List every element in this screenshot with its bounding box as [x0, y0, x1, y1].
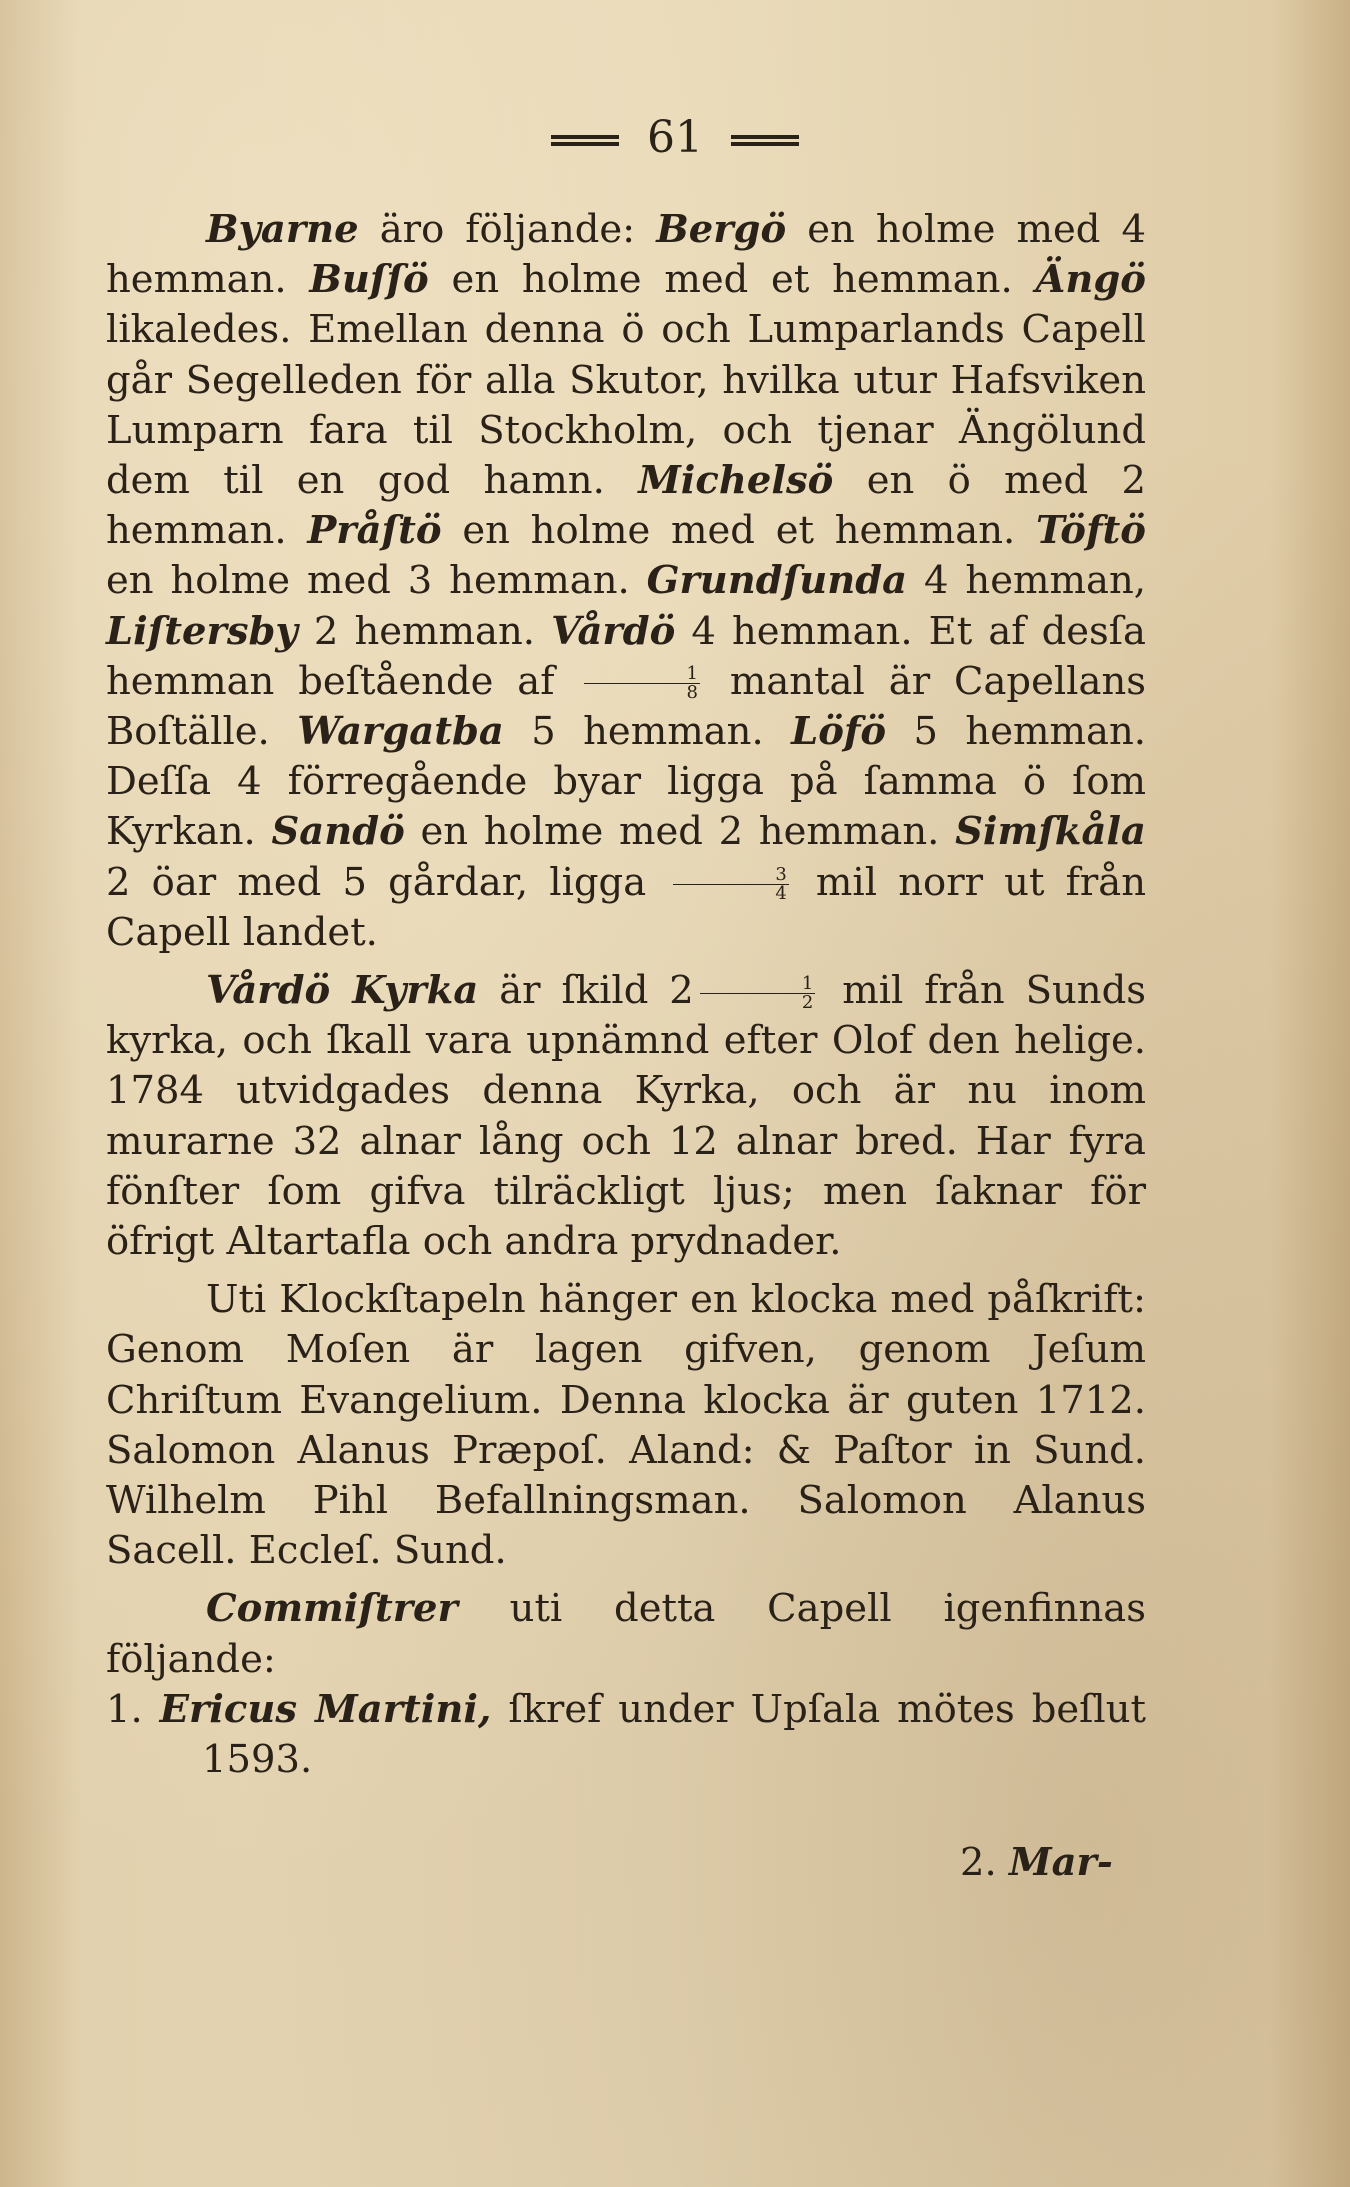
paragraph-church: Vårdö Kyrka är ſkild 2 $\frac{1}{2}$ mil från Sunds kyrka, och ſkall vara upnämnd efter Olof den helige. 1784 utvidgades denna Kyrka, och är nu inom murarne 32 alnar lång och 12 alnar bred. Har fyra fönſter ſom gifva tilräckligt ljus; men ſaknar för öfrigt Altartafla och andra prydnader. [106, 968, 1146, 1265]
list-item-1: 1. Ericus Martini, ſkref under Upſala mötes beſlut 1593. [106, 1686, 1146, 1783]
paragraph-commisters: Commiſtrer uti detta Capell igenfinnas följande: [106, 1586, 1146, 1682]
page-number: 61 [647, 112, 703, 163]
paragraph-villages: Byarne äro följande: Bergö en holme med 4 hemman. Buſſö en holme med et hemman. Ängö likaledes. Emellan denna ö och Lumparlands Capell går Segelleden för alla Skutor, hvilka utur Hafsviken Lumparn fara til Stockholm, och tjenar Ängölund dem til en god hamn. Michelsö en ö med 2 hemman. Pråſtö en holme med et hemman. Töftö en holme med 3 hemman. Grundſunda 4 hemman, Liſtersby 2 hemman. Vårdö 4 hemman. Et af desſa hemman beſtående af $\frac{1}{8}$ mantal är Capellans Boſtälle. Wargatba 5 hemman. Löfö 5 hemman. Deſſa 4 förregående byar ligga på ſamma ö ſom Kyrkan. Sandö en holme med 2 hemman. Simſkåla 2 öar med 5 gårdar, ligga $\frac{3}{4}$ mil norr ut från Capell landet. [106, 207, 1146, 955]
catchword: 2. Mar- [960, 1840, 1113, 1885]
body-text [106, 205, 1146, 1785]
header-rule-left [551, 135, 619, 146]
page-header [0, 108, 1350, 168]
fraction-three-quarters: $\frac{3}{4}$ [673, 866, 788, 903]
paragraph-bell: Uti Klockſtapeln hänger en klocka med påſkrift: Genom Moſen är lagen gifven, genom Jeſum Chriſtum Evangelium. Denna klocka är guten 1712. Salomon Alanus Præpoſ. Aland: & Paſtor in Sund. Wilhelm Pihl Befallningsman. Salomon Alanus Sacell. Eccleſ. Sund. [106, 1277, 1146, 1574]
fraction-one-eighth: $\frac{1}{8}$ [584, 665, 699, 702]
header-rule-right [731, 135, 799, 146]
fraction-one-half: $\frac{1}{2}$ [700, 975, 815, 1012]
